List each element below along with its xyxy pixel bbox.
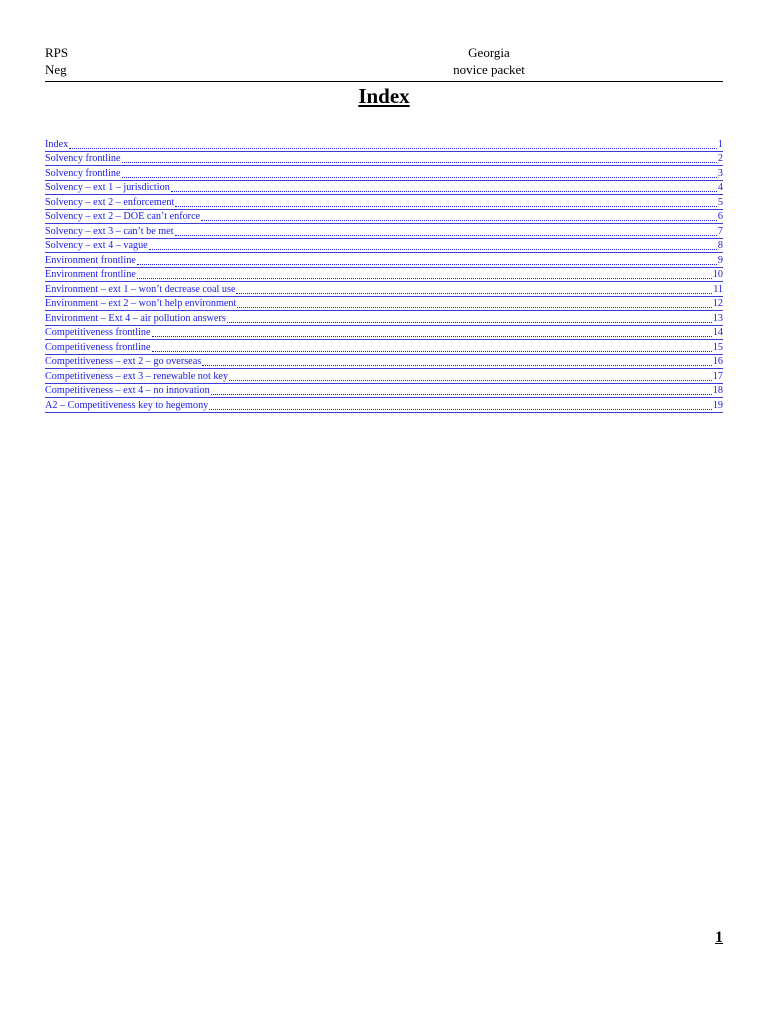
toc-entry[interactable] [45,166,723,181]
toc-entry-page[interactable]: 17 [712,370,723,382]
page-title: Index [358,84,410,108]
toc-entry-page[interactable]: 4 [717,182,723,193]
toc-leader-dots [227,322,712,323]
toc-entry[interactable] [45,224,723,239]
toc-leader-dots [175,235,717,236]
header-center [45,44,723,78]
toc-entry-title[interactable]: Environment – ext 2 – won’t help environment [45,298,237,309]
toc-leader-dots [229,380,712,381]
toc-entry-title[interactable]: Solvency – ext 3 – can’t be met [45,225,174,237]
toc-entry-page[interactable]: 11 [713,283,723,295]
toc-entry-title[interactable]: Solvency – ext 2 – enforcement [45,196,175,208]
toc-entry-page[interactable]: 13 [712,312,723,324]
toc-leader-dots [237,307,711,308]
toc-entry-page[interactable]: 18 [712,385,723,396]
toc-leader-dots [201,220,717,221]
toc-entry-page[interactable]: 14 [712,327,723,338]
toc-entry[interactable] [45,369,723,384]
toc-entry[interactable] [45,340,723,355]
toc-leader-dots [149,249,717,250]
toc-entry-page[interactable]: 3 [717,167,723,179]
toc-entry-title[interactable]: Solvency – ext 1 – jurisdiction [45,182,170,193]
toc-leader-dots [202,365,712,366]
toc-entry[interactable] [45,152,723,167]
toc-entry[interactable] [45,181,723,196]
toc-entry-title[interactable]: Solvency – ext 4 – vague [45,240,148,251]
toc-leader-dots [175,206,717,207]
toc-entry-title[interactable]: Environment frontline [45,254,136,266]
toc-entry-page[interactable]: 6 [717,211,723,222]
toc-entry-title[interactable]: Competitiveness frontline [45,327,151,338]
toc-entry-title[interactable]: Environment – Ext 4 – air pollution answers [45,312,226,324]
toc-entry-page[interactable]: 5 [717,196,723,208]
toc-entry[interactable] [45,297,723,312]
header-side: Neg [45,62,67,77]
toc-leader-dots [152,351,712,352]
toc-entry-page[interactable]: 9 [717,254,723,266]
toc-entry-title[interactable]: Competitiveness – ext 4 – no innovation [45,385,210,396]
toc-leader-dots [211,394,712,395]
header-rule [45,81,723,82]
toc-entry-title[interactable]: Solvency frontline [45,153,121,164]
toc-entry[interactable] [45,253,723,268]
header-school: RPS [45,45,69,60]
toc-entry-title[interactable]: A2 – Competitiveness key to hegemony [45,399,209,411]
toc-entry[interactable] [45,195,723,210]
toc-entry-page[interactable]: 12 [712,298,723,309]
toc-leader-dots [152,336,712,337]
toc-entry-title[interactable]: Index [45,138,69,150]
toc-entry-page[interactable]: 8 [717,240,723,251]
toc-entry[interactable] [45,210,723,225]
toc-entry-page[interactable]: 19 [712,399,723,411]
toc-leader-dots [69,148,717,149]
toc-leader-dots [236,293,712,294]
toc-leader-dots [137,264,717,265]
toc-entry[interactable] [45,384,723,399]
toc-leader-dots [122,162,717,163]
toc-entry[interactable] [45,326,723,341]
toc-entry[interactable] [45,355,723,370]
toc-leader-dots [209,409,712,410]
toc-entry[interactable] [45,239,723,254]
toc-entry[interactable] [45,398,723,413]
toc-entry-page[interactable]: 1 [717,138,723,150]
toc-entry-title[interactable]: Environment frontline [45,269,136,280]
page-header [45,44,723,82]
toc-entry-page[interactable]: 2 [717,153,723,164]
toc-entry[interactable] [45,268,723,283]
toc-entry-page[interactable]: 15 [712,341,723,353]
toc-entry-title[interactable]: Solvency – ext 2 – DOE can’t enforce [45,211,201,222]
toc-entry[interactable] [45,311,723,326]
toc-entry-title[interactable]: Environment – ext 1 – won’t decrease coal use [45,283,236,295]
header-tournament: Georgia [468,45,510,60]
page-number: 1 [715,929,723,946]
toc-entry-title[interactable]: Competitiveness – ext 2 – go overseas [45,356,202,367]
toc-entry-page[interactable]: 16 [712,356,723,367]
toc-leader-dots [171,191,717,192]
table-of-contents [45,137,723,413]
toc-entry[interactable] [45,137,723,152]
toc-leader-dots [137,278,712,279]
toc-entry-page[interactable]: 7 [717,225,723,237]
toc-entry-title[interactable]: Solvency frontline [45,167,121,179]
toc-entry[interactable] [45,282,723,297]
toc-entry-title[interactable]: Competitiveness frontline [45,341,151,353]
header-packet: novice packet [453,62,525,77]
toc-entry-title[interactable]: Competitiveness – ext 3 – renewable not key [45,370,229,382]
toc-leader-dots [122,177,717,178]
toc-entry-page[interactable]: 10 [712,269,723,280]
